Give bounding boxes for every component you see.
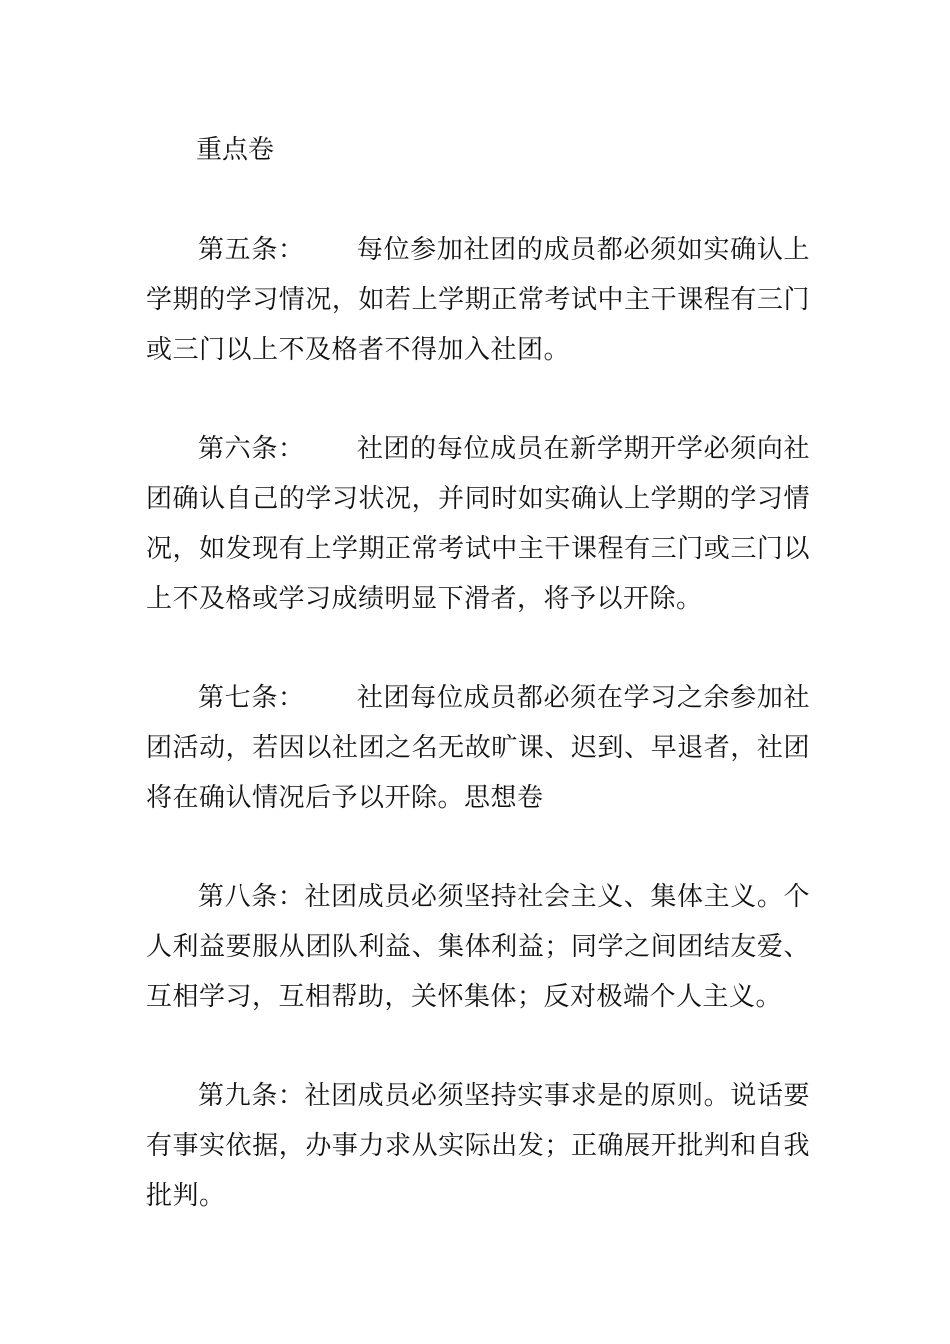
article-label: 第七条： bbox=[198, 683, 305, 713]
article-6 bbox=[146, 424, 810, 624]
article-5 bbox=[146, 225, 810, 375]
article-label: 第六条： bbox=[198, 434, 305, 464]
article-text: 每位参加社团的成员都必须如实确认上学期的学习情况，如若上学期正常考试中主干课程有三门或三门以上不及格者不得加入社团。 bbox=[146, 235, 810, 365]
article-label: 第九条： bbox=[198, 1081, 305, 1111]
section-heading: 重点卷 bbox=[196, 135, 275, 165]
article-label: 第五条： bbox=[198, 235, 305, 265]
article-label: 第八条： bbox=[198, 882, 305, 912]
article-text: 社团每位成员都必须在学习之余参加社团活动，若因以社团之名无故旷课、迟到、早退者，社团将在确认情况后予以开除。思想卷 bbox=[146, 683, 810, 813]
article-7 bbox=[146, 673, 810, 823]
article-9 bbox=[146, 1071, 810, 1221]
article-text: 社团成员必须坚持社会主义、集体主义。个人利益要服从团队利益、集体利益；同学之间团结友爱、互相学习，互相帮助，关怀集体；反对极端个人主义。 bbox=[146, 882, 810, 1012]
article-8 bbox=[146, 872, 810, 1022]
article-text: 社团的每位成员在新学期开学必须向社团确认自己的学习状况，并同时如实确认上学期的学习情况，如发现有上学期正常考试中主干课程有三门或三门以上不及格或学习成绩明显下滑者，将予以开除。 bbox=[146, 434, 810, 614]
article-text: 社团成员必须坚持实事求是的原则。说话要有事实依据，办事力求从实际出发；正确展开批判和自我批判。 bbox=[146, 1081, 810, 1211]
